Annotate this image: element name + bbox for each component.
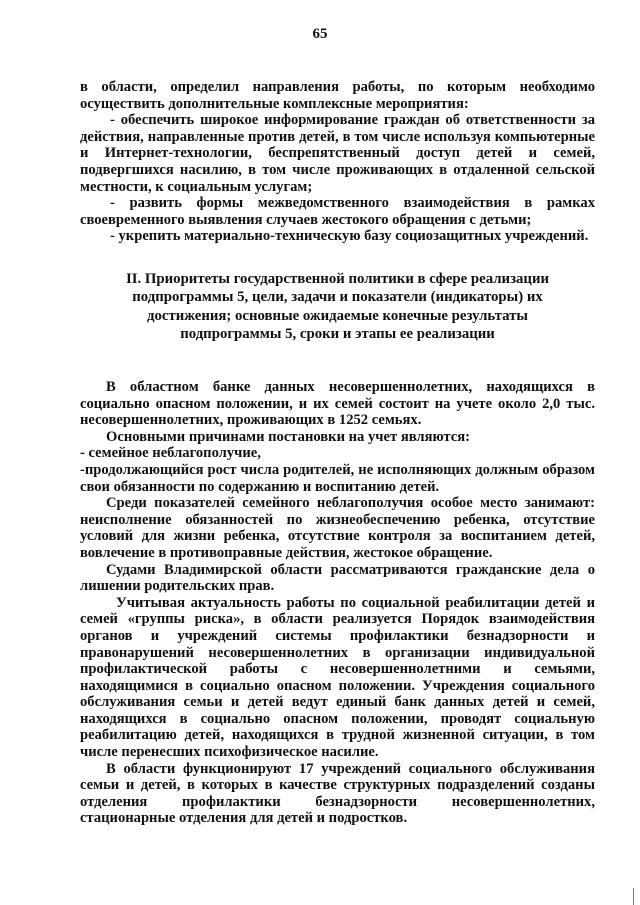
section-heading-line: подпрограммы 5, сроки и этапы ее реализации — [180, 326, 495, 343]
body-text — [80, 379, 595, 827]
bullet-item: - развить формы межведомственного взаимодействия в рамках своевременного выявления случаев жестокого обращения с детьми; — [80, 195, 595, 228]
page-number: 65 — [312, 26, 328, 42]
section-heading-line: достижения; основные ожидаемые конечные результаты — [147, 307, 528, 324]
body-list-item: -продолжающийся рост числа родителей, не исполняющих должным образом свои обязанности по содержанию и воспитанию детей. — [80, 461, 595, 495]
body-paragraph: Среди показателей семейного неблагополучия особое место занимают: неисполнение обязанностей по жизнеобеспечению ребенка, отсутствие условий для жизни ребенка, отсутствие контроля за воспитанием детей, вовлечение в противоправные действия, жестокое обращение. — [80, 495, 595, 561]
body-paragraph: Судами Владимирской области рассматриваются гражданские дела о лишении родительских прав. — [80, 561, 595, 595]
scan-edge-line — [633, 888, 640, 905]
section-heading-line: подпрограммы 5, цели, задачи и показатели (индикаторы) их — [132, 289, 543, 306]
body-paragraph: В области функционируют 17 учреждений социального обслуживания семьи и детей, в которых в качестве структурных подразделений созданы отделения профилактики безнадзорности несовершеннолетних, стационарные отделения для детей и подростков. — [80, 760, 595, 827]
bullet-item: - укрепить материально-техническую базу социозащитных учреждений. — [110, 228, 589, 245]
body-list-item: - семейное неблагополучие, — [80, 445, 261, 462]
intro-block — [80, 79, 595, 245]
body-paragraph: Учитывая актуальность работы по социальной реабилитации детей и семей «группы риска», в области реализуется Порядок взаимодействия органов и учреждений системы профилактики безнадзорности и правонарушений несовершеннолетних в организации индивидуальной профилактической работы с несовершеннолетними и семьями, находящимися в социально опасном положении. Учреждения социального обслуживания семьи и детей ведут единый банк данных детей и семей, находящихся в социально опасном положении, проводят социальную реабилитацию детей, находящихся в трудной жизненной ситуации, в том числе перенесших психофизическое насилие. — [80, 594, 595, 761]
section-heading-line: II. Приоритеты государственной политики в сфере реализации — [126, 271, 549, 287]
body-paragraph: В областном банке данных несовершеннолетних, находящихся в социально опасном положении, и их семей состоит на учете около 2,0 тыс. несовершеннолетних, проживающих в 1252 семьях. — [80, 379, 595, 429]
body-paragraph: Основными причинами постановки на учет являются: — [106, 428, 471, 445]
bullet-item: - обеспечить широкое информирование граждан об ответственности за действия, направленные против детей, в том числе используя компьютерные и Интернет-технологии, беспрепятственный доступ детей и семей, подвергшихся насилию, в том числе проживающих в отдаленной сельской местности, к социальным услугам; — [80, 112, 595, 195]
intro-paragraph: в области, определил направления работы, по которым необходимо осуществить дополнительные комплексные мероприятия: — [80, 79, 595, 112]
section-heading — [110, 270, 565, 344]
